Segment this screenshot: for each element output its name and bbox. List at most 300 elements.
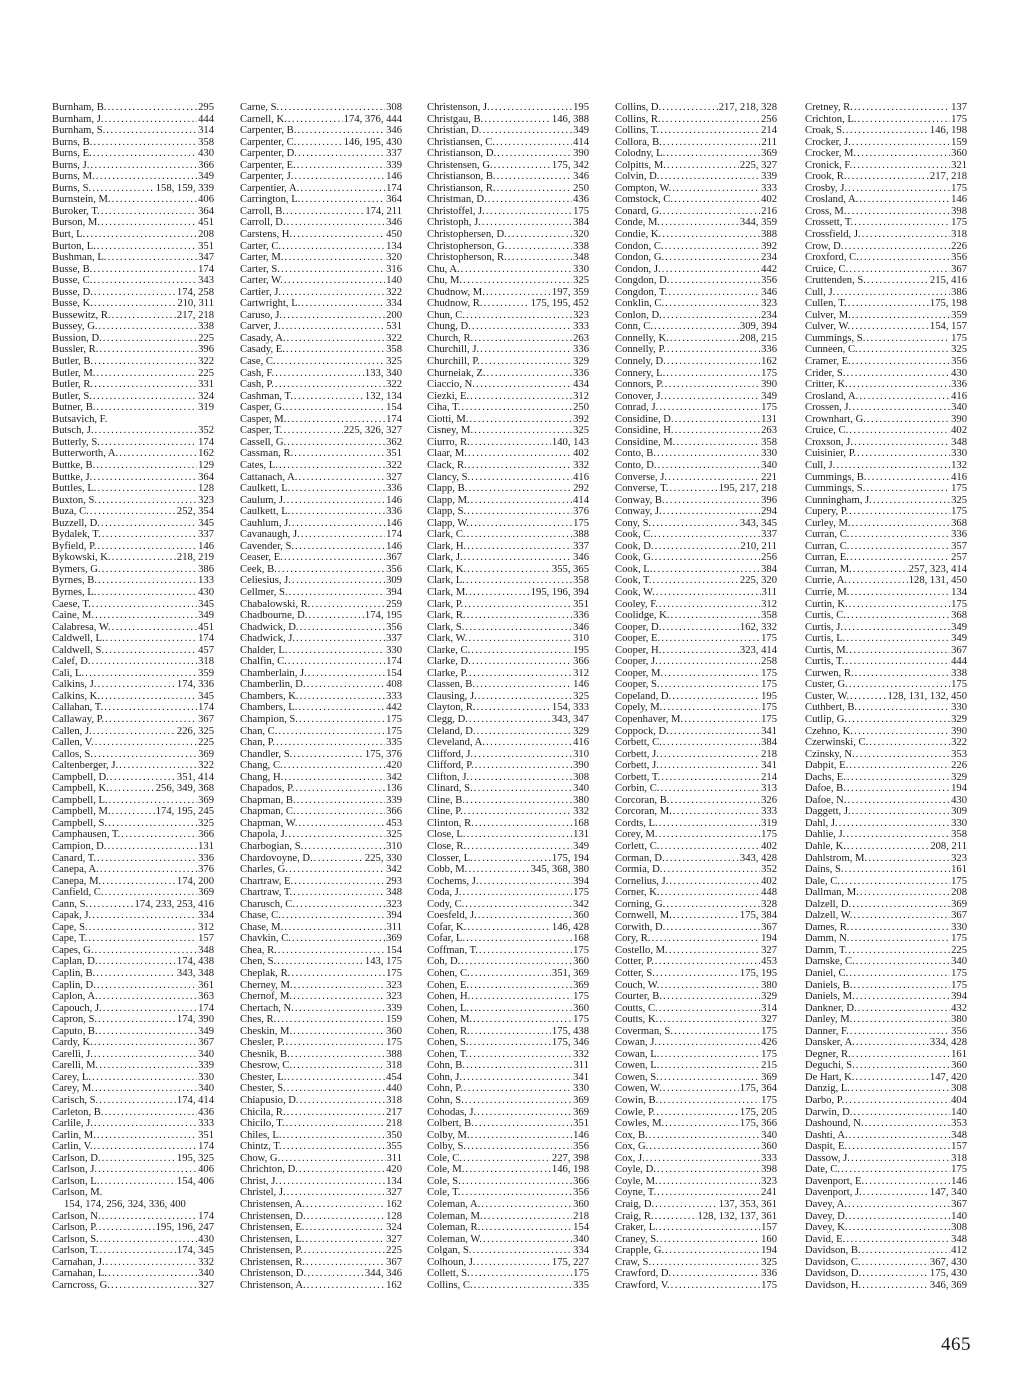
dot-leader xyxy=(298,148,385,160)
entry-pages: 351 xyxy=(386,448,402,460)
index-entry xyxy=(240,645,402,657)
index-entry xyxy=(615,333,777,345)
dot-leader xyxy=(850,587,950,599)
index-entry xyxy=(52,841,214,853)
entry-pages: 175 xyxy=(573,517,589,529)
dot-leader xyxy=(467,610,573,622)
entry-pages: 334 xyxy=(198,910,214,922)
entry-pages: 362 xyxy=(386,436,402,448)
index-entry xyxy=(805,829,967,841)
dot-leader xyxy=(663,864,760,876)
entry-name: Campbell, L. xyxy=(52,794,108,806)
dot-leader xyxy=(661,633,760,645)
entry-pages: 174 xyxy=(198,633,214,645)
index-entry xyxy=(240,1199,402,1211)
entry-name: Clark, W. xyxy=(427,633,468,645)
dot-leader xyxy=(89,922,198,934)
index-entry xyxy=(427,541,589,553)
dot-leader xyxy=(844,622,950,634)
entry-pages: 430 xyxy=(198,1233,214,1245)
dot-leader xyxy=(655,1211,697,1223)
entry-pages: 174, 195, 245 xyxy=(155,806,214,818)
dot-leader xyxy=(468,483,572,495)
dot-leader xyxy=(866,483,950,495)
entry-pages: 323 xyxy=(386,979,402,991)
entry-name: Daniels, M. xyxy=(805,991,855,1003)
index-entry xyxy=(427,1176,589,1188)
entry-pages: 327 xyxy=(198,1279,214,1291)
entry-pages: 420 xyxy=(386,760,402,772)
entry-pages: 310 xyxy=(573,748,589,760)
entry-name: Cutlip, G. xyxy=(805,713,848,725)
dot-leader xyxy=(848,1199,950,1211)
entry-pages: 355 xyxy=(386,1141,402,1153)
index-entry xyxy=(805,495,967,507)
entry-pages: 250 xyxy=(573,402,589,414)
entry-name: Cornelius, J. xyxy=(615,875,669,887)
index-entry xyxy=(240,1072,402,1084)
entry-pages: 175 xyxy=(386,725,402,737)
dot-leader xyxy=(307,1280,385,1292)
index-entry xyxy=(240,910,402,922)
dot-leader xyxy=(94,298,176,310)
index-entry xyxy=(805,1118,967,1130)
dot-leader xyxy=(277,956,364,968)
entry-name: Corbin, C. xyxy=(615,783,660,795)
entry-name: Claar, M. xyxy=(427,448,467,460)
entry-pages: 336 xyxy=(951,529,967,541)
index-entry xyxy=(805,1153,967,1165)
index-entry xyxy=(52,575,214,587)
index-entry xyxy=(427,829,589,841)
index-entry xyxy=(805,1222,967,1234)
dot-leader xyxy=(466,933,572,945)
dot-leader xyxy=(289,645,386,657)
page-number: 465 xyxy=(941,1334,971,1355)
index-entry xyxy=(427,980,589,992)
index-entry xyxy=(52,275,214,287)
index-entry xyxy=(240,806,402,818)
dot-leader xyxy=(464,806,572,818)
entry-pages: 154, 406 xyxy=(176,1175,214,1187)
dot-leader xyxy=(470,772,572,784)
index-entry xyxy=(52,344,214,356)
entry-name: Chesrow, C. xyxy=(240,1060,292,1072)
entry-name: Cohn, J. xyxy=(427,1071,463,1083)
entry-name: De Hart, K. xyxy=(805,1071,855,1083)
entry-name: Camphausen, T. xyxy=(52,829,121,841)
entry-name: Christensen, G. xyxy=(427,159,493,171)
index-entry xyxy=(427,264,589,276)
index-entry xyxy=(52,333,214,345)
entry-pages: 322 xyxy=(386,379,402,391)
index-entry xyxy=(240,529,402,541)
entry-name: Dallman, M. xyxy=(805,887,859,899)
entry-name: Buzzell, D. xyxy=(52,517,100,529)
dot-leader xyxy=(483,1234,572,1246)
entry-name: Carlson, J. xyxy=(52,1164,98,1176)
entry-pages: 349 xyxy=(761,390,777,402)
index-entry xyxy=(615,737,777,749)
dot-leader xyxy=(478,691,572,703)
entry-name: Colby, M. xyxy=(427,1129,470,1141)
dot-leader xyxy=(295,783,385,795)
entry-name: Christman, D. xyxy=(427,194,487,206)
index-entry xyxy=(427,899,589,911)
entry-pages: 414 xyxy=(573,494,589,506)
entry-name: Clarke, D. xyxy=(427,656,471,668)
dot-leader xyxy=(659,656,760,668)
dot-leader xyxy=(471,1130,573,1142)
dot-leader xyxy=(102,1211,198,1223)
entry-pages: 174, 233, 253, 416 xyxy=(134,898,214,910)
entry-name: Clapp, M. xyxy=(427,494,470,506)
entry-pages: 346 xyxy=(386,125,402,137)
entry-name: Caltenberger, J. xyxy=(52,760,119,772)
dot-leader xyxy=(862,1268,929,1280)
index-entry xyxy=(615,1199,777,1211)
entry-pages: 310 xyxy=(573,633,589,645)
dot-leader xyxy=(289,587,386,599)
index-entry xyxy=(52,910,214,922)
entry-name: Crosby, J. xyxy=(805,182,847,194)
entry-pages: 319 xyxy=(198,402,214,414)
dot-leader xyxy=(294,391,364,403)
dot-leader xyxy=(497,171,573,183)
entry-pages: 175, 205 xyxy=(739,1106,777,1118)
index-entry xyxy=(615,945,777,957)
dot-leader xyxy=(294,980,386,992)
entry-name: Carey, M. xyxy=(52,1083,94,1095)
index-entry xyxy=(805,610,967,622)
index-entry xyxy=(805,876,967,888)
index-column-1 xyxy=(52,102,214,1291)
dot-leader xyxy=(663,310,760,322)
index-entry xyxy=(52,1164,214,1176)
entry-name: Cohn, B. xyxy=(427,1060,465,1072)
entry-name: Coleman, R. xyxy=(427,1222,481,1234)
dot-leader xyxy=(92,183,155,195)
entry-name: Cull, J. xyxy=(805,286,836,298)
entry-pages: 310 xyxy=(386,841,402,852)
entry-pages: 314 xyxy=(761,1002,777,1014)
index-entry xyxy=(805,841,967,853)
entry-pages: 356 xyxy=(951,252,967,264)
entry-name: Burson, M. xyxy=(52,217,100,229)
entry-name: Crichton, L. xyxy=(805,113,857,125)
entry-name: Caputo, B. xyxy=(52,1025,98,1037)
dot-leader xyxy=(101,437,197,449)
index-entry xyxy=(240,183,402,195)
entry-name: Cuisinier, P. xyxy=(805,448,857,460)
entry-name: Cronick, F. xyxy=(805,159,853,171)
dot-leader xyxy=(848,298,929,310)
entry-pages: 346, 369 xyxy=(929,1279,967,1291)
entry-name: Colhoun, J. xyxy=(427,1256,476,1268)
entry-pages: 342 xyxy=(386,864,402,876)
entry-name: Davidson, C. xyxy=(805,1256,861,1268)
entry-pages: 360 xyxy=(573,1198,589,1210)
entry-pages: 402 xyxy=(573,448,589,460)
dot-leader xyxy=(294,448,385,460)
entry-pages: 352 xyxy=(198,425,214,437)
index-entry xyxy=(805,368,967,380)
entry-name: Caulkett, L. xyxy=(240,483,291,495)
entry-pages: 174, 195 xyxy=(364,610,402,622)
entry-pages: 257 xyxy=(951,552,967,564)
index-entry xyxy=(805,252,967,264)
entry-pages: 140 xyxy=(951,1106,967,1118)
dot-leader xyxy=(284,275,385,287)
entry-name: Carter, M. xyxy=(240,252,284,264)
entry-name: Cruice, C. xyxy=(805,263,849,275)
dot-leader xyxy=(467,541,572,553)
entry-name: Chamberlain, J. xyxy=(240,667,307,679)
dot-leader xyxy=(670,610,760,622)
entry-name: Chow, G. xyxy=(240,1152,281,1164)
entry-pages: 195 xyxy=(761,690,777,702)
entry-pages: 158, 159, 339 xyxy=(155,182,214,194)
entry-name: Chambers, K. xyxy=(240,690,299,702)
entry-pages: 340 xyxy=(573,1233,589,1245)
entry-name: Chu, M. xyxy=(427,275,463,287)
dot-leader xyxy=(656,1107,739,1119)
entry-name: Coffman, T. xyxy=(427,944,478,956)
dot-leader xyxy=(97,1130,197,1142)
dot-leader xyxy=(654,321,739,333)
dot-leader xyxy=(105,887,198,899)
index-entry xyxy=(427,656,589,668)
entry-name: Conway, J. xyxy=(615,506,662,518)
entry-name: Christensen, P. xyxy=(240,1245,303,1257)
dot-leader xyxy=(96,171,197,183)
dot-leader xyxy=(287,437,385,449)
entry-pages: 175 xyxy=(951,506,967,518)
entry-name: Carrington, L. xyxy=(240,194,301,206)
entry-pages: 390 xyxy=(951,725,967,737)
index-entry xyxy=(615,206,777,218)
index-entry xyxy=(805,506,967,518)
index-entry xyxy=(240,610,402,622)
entry-pages: 175, 194 xyxy=(551,852,589,864)
dot-leader xyxy=(112,552,176,564)
dot-leader xyxy=(487,368,573,380)
entry-pages: 322 xyxy=(951,737,967,749)
dot-leader xyxy=(672,1268,760,1280)
dot-leader xyxy=(105,1107,198,1119)
dot-leader xyxy=(279,460,385,472)
dot-leader xyxy=(849,506,950,518)
entry-name: Cook, W. xyxy=(615,586,655,598)
entry-pages: 356 xyxy=(951,1025,967,1037)
entry-pages: 358 xyxy=(198,136,214,148)
entry-pages: 408 xyxy=(386,679,402,691)
entry-pages: 329 xyxy=(761,991,777,1003)
dot-leader xyxy=(275,368,364,380)
index-entry xyxy=(427,1222,589,1234)
entry-name: Dankner, D. xyxy=(805,1002,857,1014)
entry-pages: 325 xyxy=(198,817,214,829)
entry-pages: 221 xyxy=(761,471,777,483)
entry-name: Canepa, A. xyxy=(52,864,99,876)
dot-leader xyxy=(92,599,197,611)
index-entry xyxy=(427,1187,589,1199)
index-entry xyxy=(427,818,589,830)
entry-name: Conrad, J. xyxy=(615,402,659,414)
dot-leader xyxy=(659,1003,760,1015)
entry-name: Cartwright, L. xyxy=(240,298,301,310)
entry-name: Clancy, S. xyxy=(427,471,471,483)
entry-name: Chartraw, T. xyxy=(240,887,293,899)
index-entry xyxy=(427,333,589,345)
entry-name: Cox, G. xyxy=(615,1141,649,1153)
dot-leader xyxy=(93,391,197,403)
index-entry xyxy=(52,702,214,714)
dot-leader xyxy=(98,495,197,507)
dot-leader xyxy=(306,1257,385,1269)
entry-name: Clack, R. xyxy=(427,459,467,471)
entry-pages: 451 xyxy=(198,621,214,633)
entry-pages: 225 xyxy=(198,737,214,749)
dot-leader xyxy=(467,564,551,576)
index-entry xyxy=(240,841,402,853)
entry-pages: 454 xyxy=(386,1071,402,1083)
entry-name: Butterly, S. xyxy=(52,436,100,448)
entry-pages: 327 xyxy=(761,944,777,956)
entry-name: Busse, K. xyxy=(52,298,93,310)
entry-name: Chudnow, M. xyxy=(427,286,485,298)
dot-leader xyxy=(857,148,950,160)
entry-pages: 384 xyxy=(573,217,589,229)
entry-pages: 356 xyxy=(386,563,402,575)
entry-pages: 325 xyxy=(761,1256,777,1268)
index-entry xyxy=(240,737,402,749)
entry-pages: 322 xyxy=(386,332,402,344)
index-entry xyxy=(427,1211,589,1223)
dot-leader xyxy=(106,1257,197,1269)
index-entry xyxy=(805,956,967,968)
entry-pages: 332 xyxy=(573,806,589,818)
entry-pages: 175 xyxy=(761,713,777,725)
entry-pages: 175 xyxy=(573,1268,589,1280)
entry-pages: 263 xyxy=(573,332,589,344)
dot-leader xyxy=(491,102,572,114)
index-entry xyxy=(240,1118,402,1130)
dot-leader xyxy=(286,1037,386,1049)
entry-name: Clifton, J. xyxy=(427,771,470,783)
entry-name: Clark, J. xyxy=(427,552,463,564)
entry-pages: 218 xyxy=(573,1210,589,1222)
entry-name: Christianson, R. xyxy=(427,182,496,194)
dot-leader xyxy=(675,414,761,426)
index-entry xyxy=(805,541,967,553)
index-entry xyxy=(427,217,589,229)
dot-leader xyxy=(471,645,572,657)
dot-leader xyxy=(852,356,950,368)
dot-leader xyxy=(655,956,760,968)
index-entry xyxy=(805,137,967,149)
dot-leader xyxy=(849,1130,950,1142)
index-entry xyxy=(240,1245,402,1257)
index-entry xyxy=(805,656,967,668)
entry-pages: 323 xyxy=(951,852,967,864)
entry-name: Cash, F. xyxy=(240,367,275,379)
entry-pages: 162 xyxy=(198,448,214,460)
entry-pages: 338 xyxy=(951,667,967,679)
entry-pages: 174 xyxy=(198,1210,214,1222)
entry-name: Carlson, D. xyxy=(52,1152,101,1164)
dot-leader xyxy=(660,1049,760,1061)
entry-name: Burns, J. xyxy=(52,159,90,171)
index-entry xyxy=(805,472,967,484)
index-entry xyxy=(52,137,214,149)
entry-pages: 356 xyxy=(573,1187,589,1199)
entry-pages: 175 xyxy=(386,968,402,980)
index-entry xyxy=(52,310,214,322)
entry-pages: 175 xyxy=(386,1037,402,1049)
entry-pages: 356 xyxy=(573,1141,589,1153)
dot-leader xyxy=(105,714,197,726)
entry-name: Cotter, P. xyxy=(615,956,654,968)
entry-pages: 308 xyxy=(573,771,589,783)
dot-leader xyxy=(665,379,761,391)
entry-pages: 174, 376, 444 xyxy=(343,113,402,125)
index-entry xyxy=(805,1141,967,1153)
dot-leader xyxy=(99,991,197,1003)
entry-name: Chase, C. xyxy=(240,910,281,922)
entry-name: Chiapusio, D. xyxy=(240,1095,299,1107)
index-entry xyxy=(805,922,967,934)
entry-name: Czehno, K. xyxy=(805,725,853,737)
index-entry xyxy=(615,818,777,830)
entry-name: Congdon, D. xyxy=(615,275,670,287)
index-entry xyxy=(240,264,402,276)
entry-pages: 325 xyxy=(951,344,967,356)
index-entry xyxy=(615,425,777,437)
entry-name: Cassman, R. xyxy=(240,448,294,460)
dot-leader xyxy=(301,529,385,541)
entry-pages: 316 xyxy=(386,263,402,275)
dot-leader xyxy=(472,1245,572,1257)
index-entry xyxy=(240,506,402,518)
dot-leader xyxy=(662,102,718,114)
entry-pages: 323 xyxy=(198,494,214,506)
index-entry xyxy=(240,887,402,899)
index-column-2 xyxy=(240,102,402,1291)
index-entry xyxy=(615,968,777,980)
dot-leader xyxy=(845,656,950,668)
entry-pages: 349 xyxy=(198,171,214,183)
entry-pages: 360 xyxy=(951,148,967,160)
entry-pages: 358 xyxy=(386,344,402,356)
entry-pages: 353 xyxy=(951,1118,967,1130)
entry-name: Crocker, M. xyxy=(805,148,857,160)
dot-leader xyxy=(668,287,760,299)
entry-pages: 175 xyxy=(761,402,777,414)
entry-pages: 161 xyxy=(951,864,967,876)
index-entry xyxy=(427,679,589,691)
index-entry xyxy=(427,645,589,657)
index-entry xyxy=(615,956,777,968)
dot-leader xyxy=(660,1072,760,1084)
dot-leader xyxy=(97,853,197,865)
entry-name: Chang, C. xyxy=(240,760,283,772)
dot-leader xyxy=(307,1211,385,1223)
entry-name: Colby, S. xyxy=(427,1141,467,1153)
entry-name: Clausing, J. xyxy=(427,690,477,702)
entry-name: Dachs, E. xyxy=(805,771,846,783)
entry-name: Cowan, J. xyxy=(615,1037,658,1049)
